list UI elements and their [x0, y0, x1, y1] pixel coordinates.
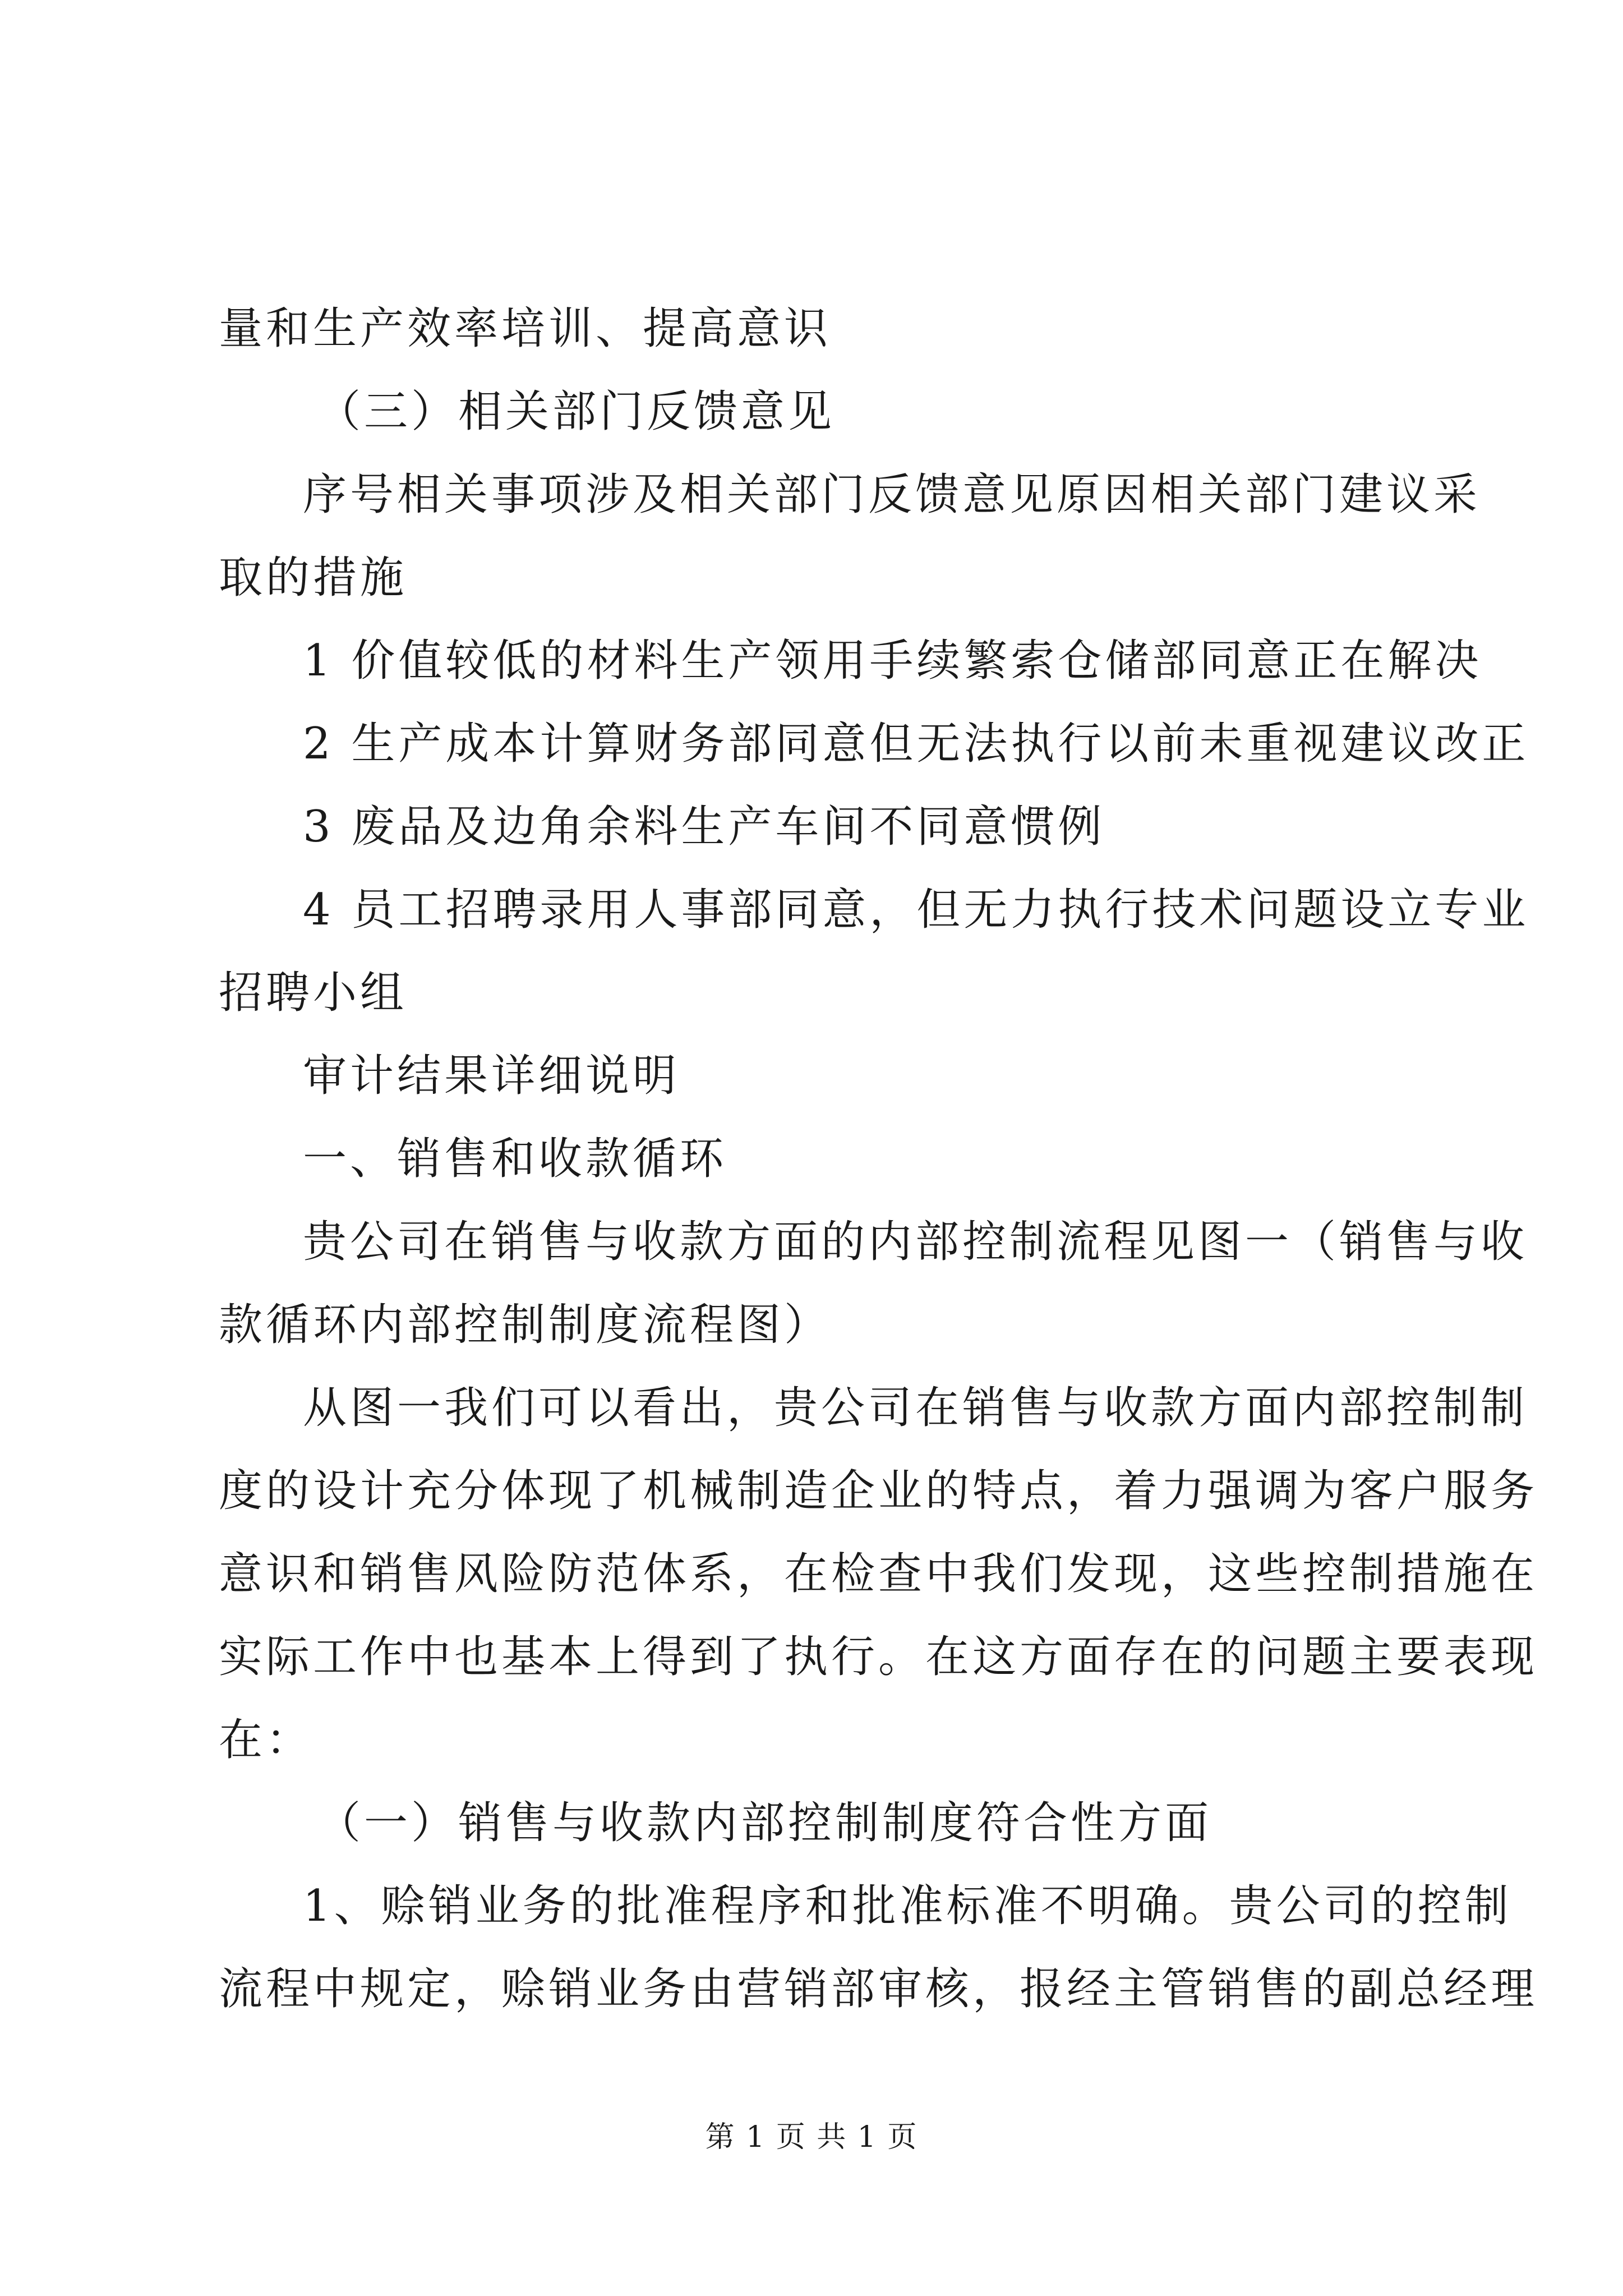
section-heading: 审计结果详细说明: [303, 1051, 680, 1101]
text-line: 序号相关事项涉及相关部门反馈意见原因相关部门建议采: [303, 470, 1481, 520]
page-footer: 第 1 页 共 1 页: [705, 2120, 918, 2154]
text-line: 意识和销售风险防范体系，在检查中我们发现，这些控制措施在: [219, 1549, 1538, 1599]
section-heading: 一、销售和收款循环: [303, 1134, 727, 1184]
list-item: 1 价值较低的材料生产领用手续繁索仓储部同意正在解决: [303, 636, 1482, 686]
list-item: 2 生产成本计算财务部同意但无法执行以前未重视建议改正: [303, 719, 1529, 769]
text-line: 1、赊销业务的批准程序和批准标准不明确。贵公司的控制: [303, 1881, 1512, 1931]
text-line: 贵公司在销售与收款方面的内部控制流程见图一（销售与收: [303, 1217, 1528, 1267]
text-line: 实际工作中也基本上得到了执行。在这方面存在的问题主要表现: [219, 1632, 1538, 1682]
text-line: 招聘小组: [219, 968, 408, 1018]
text-line: 度的设计充分体现了机械制造企业的特点，着力强调为客户服务: [219, 1466, 1538, 1516]
text-line: 从图一我们可以看出，贵公司在销售与收款方面内部控制制: [303, 1383, 1528, 1433]
section-heading: （三）相关部门反馈意见: [317, 386, 836, 437]
text-line: 款循环内部控制制度流程图）: [219, 1300, 832, 1350]
body-text: [219, 287, 1538, 2031]
text-line: 量和生产效率培训、提高意识: [219, 303, 832, 354]
text-line: 在：: [219, 1715, 313, 1765]
text-line: 流程中规定，赊销业务由营销部审核，报经主管销售的副总经理: [219, 1964, 1538, 2014]
list-item: 3 废品及边角余料生产车间不同意惯例: [303, 802, 1105, 852]
list-item: 4 员工招聘录用人事部同意，但无力执行技术问题设立专业: [303, 885, 1529, 935]
section-heading: （一）销售与收款内部控制制度符合性方面: [317, 1798, 1212, 1848]
text-line: 取的措施: [219, 553, 408, 603]
